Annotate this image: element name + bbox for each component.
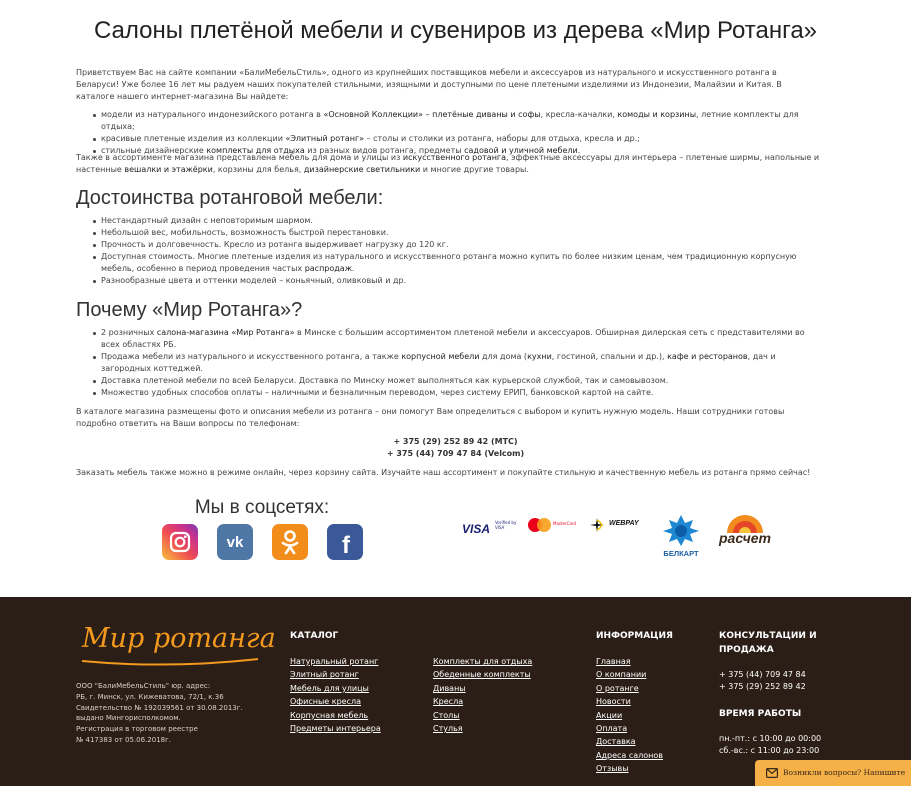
phone-mts[interactable]: + 375 (29) 252 89 42 (МТС) <box>393 437 518 446</box>
elite-rattan-link[interactable]: «Элитный ротанг» <box>285 134 365 143</box>
list-item: Небольшой вес, мобильность, возможность быстрой перестановки. <box>76 227 822 239</box>
rest-sets-link[interactable]: комплекты для отдыха <box>206 146 305 155</box>
list-item: модели из натурального индонезийского ротанга в «Основной Коллекции» – плетёные диваны и софы, кресла-качалки, комоды и корзины, летние комплекты для отдыха; <box>76 109 822 133</box>
footer-phones <box>719 669 806 693</box>
footer-link[interactable]: О ротанге <box>596 683 639 693</box>
footer-logo[interactable]: Мир ротанга <box>76 625 262 667</box>
list-item: Доставка плетеной мебели по всей Беларуси. Доставка по Минску может выполняться как курьерской службой, так и самовывозом. <box>76 375 822 387</box>
info-heading: ИНФОРМАЦИЯ <box>596 631 673 641</box>
list-item: Доступная стоимость. Многие плетеные изделия из натурального и искусственного ротанга можно купить по более низким ценам, чем традиционную корпусную мебель, особенно в период проведения частых распродаж. <box>76 251 822 275</box>
cafe-link[interactable]: кафе и ресторанов <box>667 352 748 361</box>
footer-link[interactable]: Комплекты для отдыха <box>433 657 533 666</box>
order-paragraph: Заказать мебель также можно в режиме онлайн, через корзину сайта. Изучайте наш ассортимент и покупайте стильную и качественную мебель из ротанга прямо сейчас! <box>76 468 811 477</box>
footer-link[interactable]: Кресла <box>433 697 464 707</box>
intro-list <box>76 109 822 157</box>
footer-phone[interactable]: + 375 (29) 252 89 42 <box>719 682 806 691</box>
catalog-links-col2 <box>433 655 563 735</box>
visa-logo: VISA Verified by VISA <box>462 520 517 536</box>
svg-text:f: f <box>342 532 350 559</box>
vk-icon[interactable] <box>217 524 253 560</box>
instagram-icon[interactable] <box>162 524 198 560</box>
hours-list: пн.-пт.: с 10:00 до 00:00 сб.-вс.: с 11:00 до 23:00 <box>719 734 822 755</box>
list-item: красивые плетеные изделия из коллекции «Элитный ротанг» – столы и столики из ротанга, наборы для отдыха, кресла и др.; <box>76 133 822 145</box>
footer-link[interactable]: Натуральный ротанг <box>290 657 379 666</box>
footer-phone[interactable]: + 375 (44) 709 47 84 <box>719 670 806 679</box>
legal-info: ООО "БалиМебельСтиль" юр. адрес: РБ, г. Минск, ул. Кижеватова, 72/1, к.36 Свидетельство № 192039561 от 30.08.2013г. выдано Мингорисполкомом. Регистрация в торговом реестре № 417383 от 05.06.2018г. <box>76 682 243 744</box>
footer-link[interactable]: О компании <box>596 670 647 680</box>
list-item: Прочность и долговечность. Кресло из ротанга выдерживает нагрузку до 120 кг. <box>76 239 822 251</box>
footer-link[interactable]: Предметы интерьера <box>290 724 381 734</box>
hours-heading: ВРЕМЯ РАБОТЫ <box>719 709 802 719</box>
facebook-icon[interactable] <box>327 524 363 560</box>
catalog-paragraph: В каталоге магазина размещены фото и описания мебели из ротанга – они помогут Вам определиться с выбором и купить нужную модель. Наши сотрудники готовы подробно ответить на Ваши вопросы по телефонам: <box>76 407 785 428</box>
mastercard-logo: MasterCard <box>527 517 577 533</box>
svg-text:vk: vk <box>226 534 244 551</box>
footer-link[interactable]: Офисные кресла <box>290 697 361 707</box>
footer-link[interactable]: Обеденные комплекты <box>433 670 531 680</box>
raschet-logo: расчет <box>717 513 773 551</box>
footer-link[interactable]: Оплата <box>596 724 628 734</box>
chat-widget-button[interactable] <box>755 760 911 786</box>
footer-link[interactable]: Стулья <box>433 724 463 734</box>
info-links <box>596 655 706 776</box>
list-item: Нестандартный дизайн с неповторимым шармом. <box>76 215 822 227</box>
mail-icon <box>766 768 778 778</box>
advantages-heading: Достоинства ротанговой мебели: <box>76 187 384 209</box>
lamps-link[interactable]: дизайнерские светильники <box>303 165 421 174</box>
webpay-logo: WEBPAY <box>589 516 649 534</box>
advantages-list <box>76 215 822 287</box>
footer-link[interactable]: Элитный ротанг <box>290 670 359 680</box>
intro-paragraph: Приветствуем Вас на сайте компании «БалиМебельСтиль», одного из крупнейших поставщиков мебели и аксессуаров из натурального и искусственного ротанга в Беларуси! Уже более 16 лет мы радуем наших покупателей стильными, изящными и доступными по цене плетеными изделиями из Индонезии, Малайзии и Китая. В каталоге нашего интернет-магазина Вы найдете: <box>76 68 782 101</box>
phone-velcom[interactable]: + 375 (44) 709 47 84 (Velcom) <box>386 449 525 458</box>
list-item: стильные дизайнерские комплекты для отдыха из разных видов ротанга, предметы садовой и уличной мебели. <box>76 145 822 157</box>
catalog-links-col1 <box>290 655 420 735</box>
main-collection-link[interactable]: «Основной Коллекции» – плетёные диваны и софы <box>323 110 541 119</box>
hangers-link[interactable]: вешалки и этажёрки <box>124 165 213 174</box>
cabinet-furniture-link[interactable]: корпусной мебели <box>401 352 480 361</box>
chat-label: Возникли вопросы? Напишите <box>783 768 906 777</box>
footer-link[interactable]: Адреса салонов <box>596 750 663 760</box>
page-title: Салоны плетёной мебели и сувениров из дерева «Мир Ротанга» <box>93 17 818 44</box>
garden-furniture-link[interactable]: садовой и уличной мебели <box>464 146 578 155</box>
footer-link[interactable]: Новости <box>596 697 631 707</box>
footer-link[interactable]: Мебель для улицы <box>290 683 369 693</box>
catalog-heading: КАТАЛОГ <box>290 631 339 641</box>
footer-link[interactable]: Доставка <box>596 737 636 747</box>
salons-link[interactable]: салона-магазина «Мир Ротанга» <box>156 328 295 337</box>
footer-link[interactable]: Корпусная мебель <box>290 710 369 720</box>
belkart-logo: БЕЛКАРТ <box>659 513 703 559</box>
list-item: Разнообразные цвета и оттенки моделей – коньячный, оливковый и др. <box>76 275 822 287</box>
footer-link[interactable]: Акции <box>596 710 623 720</box>
sales-link[interactable]: распродаж <box>304 264 352 273</box>
kitchens-link[interactable]: кухни <box>527 352 552 361</box>
assortment-paragraph: Также в ассортименте магазина представлена мебель для дома и улицы из искусственного ротанга, эффектные аксессуары для интерьера – плетеные ширмы, напольные и настенные вешалки и этажёрки, корзины для белья, дизайнерские светильники и многие другие товары. <box>76 153 820 174</box>
list-item: Продажа мебели из натурального и искусственного ротанга, а также корпусной мебели для дома (кухни, гостиной, спальни и др.), кафе и ресторанов, дач и загородных коттеджей. <box>76 351 822 375</box>
footer-link[interactable]: Столы <box>433 710 460 720</box>
footer-link[interactable]: Главная <box>596 657 631 666</box>
dressers-link[interactable]: комоды и корзины <box>617 110 697 119</box>
artificial-rattan-link[interactable]: искусственного ротанга <box>402 153 507 162</box>
footer-link[interactable]: Отзывы <box>596 764 629 774</box>
social-heading: Мы в соцсетях: <box>194 497 330 518</box>
list-item: 2 розничных салона-магазина «Мир Ротанга» в Минске с большим ассортиментом плетеной мебели и аксессуаров. Обширная дилерская сеть с представителями во всех областях РБ. <box>76 327 822 351</box>
why-heading: Почему «Мир Ротанга»? <box>76 299 303 321</box>
footer <box>0 597 911 786</box>
odnoklassniki-icon[interactable] <box>272 524 308 560</box>
why-list <box>76 327 822 399</box>
footer-link[interactable]: Диваны <box>433 683 466 693</box>
consult-heading: КОНСУЛЬТАЦИИ И ПРОДАЖА <box>719 631 817 655</box>
list-item: Множество удобных способов оплаты – наличными и безналичным переводом, через систему ЕРИП, банковской картой на сайте. <box>76 387 822 399</box>
